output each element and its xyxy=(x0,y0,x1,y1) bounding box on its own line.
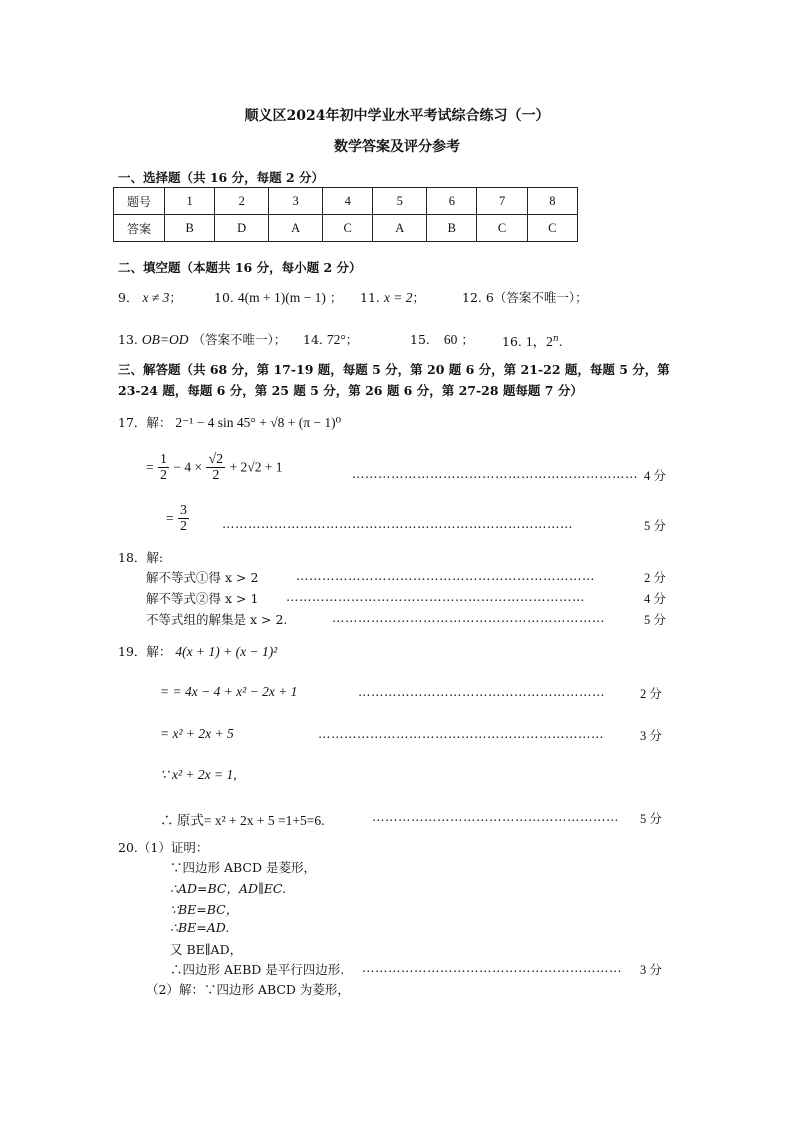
leader-dots: ……………………………………………………… xyxy=(332,610,605,625)
table-cell-number: 4 xyxy=(323,188,373,215)
leader-dots: ………………………………………………… xyxy=(372,809,619,824)
fraction-numerator: 3 xyxy=(180,503,187,518)
fraction-root2-over-2 xyxy=(206,452,225,484)
q13-number: 13. xyxy=(118,332,138,347)
q9-answer xyxy=(118,288,182,306)
equals-sign: = xyxy=(146,459,157,475)
fraction-denominator: 2 xyxy=(212,468,220,484)
q17-step1 xyxy=(146,452,283,484)
separator: ； xyxy=(461,332,474,347)
q20-part2: （2）解：∵四边形 ABCD 为菱形， xyxy=(146,982,350,997)
answer-table xyxy=(113,187,578,242)
section3-heading-line2: 23-24 题，每题 6 分，第 25 题 5 分，第 26 题 6 分，第 27-28 题每题 7 分） xyxy=(118,383,583,398)
q19-step3: ∵ x² + 2x = 1, xyxy=(160,767,237,782)
q20-line4: ∴BE=AD. xyxy=(170,920,230,935)
q11-answer xyxy=(360,288,425,306)
table-cell-number: 3 xyxy=(269,188,323,215)
section1-heading: 一、选择题（共 16 分，每题 2 分） xyxy=(118,170,325,185)
table-cell-answer: C xyxy=(527,215,577,242)
fraction-numerator: √2 xyxy=(208,452,224,467)
q20-line5: 又 BE∥AD， xyxy=(170,942,243,957)
page-subtitle: 数学答案及评分参考 xyxy=(334,139,460,155)
leader-dots: ………………………………………………… xyxy=(358,684,605,699)
leader-dots: ……………………………………………………………………… xyxy=(222,516,573,531)
q13-value: OB=OD xyxy=(141,332,189,347)
q19-problem xyxy=(118,642,277,660)
q15-answer xyxy=(410,330,474,348)
row-label-question: 题号 xyxy=(114,188,165,215)
score: 4 分 xyxy=(644,592,666,606)
q11-value: x = 2 xyxy=(383,290,413,305)
q16-value-a: 1， xyxy=(525,334,547,349)
q20-line1: ∵四边形 ABCD 是菱形， xyxy=(170,860,316,875)
table-cell-number: 2 xyxy=(215,188,269,215)
separator: ； xyxy=(169,290,182,305)
score: 4 分 xyxy=(644,469,666,483)
q18-step1: 解不等式①得 x > 2 xyxy=(146,570,259,585)
fraction-one-half xyxy=(158,452,169,484)
equals-sign: = xyxy=(166,510,177,526)
q18-step2: 解不等式②得 x > 1 xyxy=(146,591,259,606)
fraction-denominator: 2 xyxy=(180,519,187,535)
q16-answer: 16. 1，2$^n$. xyxy=(502,333,563,349)
q13-note: （答案不唯一） xyxy=(192,332,274,347)
leader-dots: …………………………………………………………… xyxy=(286,589,585,604)
score: 3 分 xyxy=(640,729,662,743)
q16-number: 16. xyxy=(502,334,522,349)
q17-expression: 2⁻¹ − 4 sin 45° + √8 + (π − 1)⁰ xyxy=(175,415,342,430)
page-title: 顺义区2024年初中学业水平考试综合练习（一） xyxy=(244,108,550,124)
q14-answer xyxy=(303,330,358,348)
score: 5 分 xyxy=(640,812,662,826)
table-cell-answer: C xyxy=(477,215,527,242)
table-cell-answer: D xyxy=(215,215,269,242)
q19-step4: ∴ 原式= x² + 2x + 5 =1+5=6. xyxy=(160,813,325,828)
score: 3 分 xyxy=(640,963,662,977)
table-cell-number: 6 xyxy=(427,188,477,215)
separator: ； xyxy=(273,332,287,347)
table-cell-answer: C xyxy=(323,215,373,242)
q15-value: 60 xyxy=(443,332,458,347)
q11-number: 11. xyxy=(360,290,380,305)
q19-expression: 4(x + 1) + (x − 1)² xyxy=(175,644,278,659)
q13-answer xyxy=(118,330,286,348)
score: 5 分 xyxy=(644,519,666,533)
separator: ； xyxy=(575,290,588,305)
fraction-denominator: 2 xyxy=(160,468,167,484)
q15-number: 15. xyxy=(410,332,430,347)
leader-dots: …………………………………………………… xyxy=(362,960,622,975)
q12-value: 6（答案不唯一） xyxy=(485,290,576,305)
table-cell-number: 7 xyxy=(477,188,527,215)
table-cell-answer: A xyxy=(373,215,427,242)
q20-line3: ∵BE=BC， xyxy=(170,902,239,917)
fraction-three-halves xyxy=(178,503,189,535)
table-cell-answer: A xyxy=(269,215,323,242)
q9-number: 9． xyxy=(118,290,139,305)
q10-number: 10. xyxy=(214,290,234,305)
q10-value: 4(m + 1)(m − 1) xyxy=(237,290,326,305)
separator: ； xyxy=(345,332,359,347)
q19-step1: = = 4x − 4 + x² − 2x + 1 xyxy=(160,684,298,699)
step-term: + 2√2 + 1 xyxy=(226,459,283,475)
q20-label: 20.（1）证明： xyxy=(118,840,209,855)
q17-step2 xyxy=(166,503,190,535)
q16-exponent: n xyxy=(552,333,559,344)
score: 2 分 xyxy=(644,571,666,585)
q14-value: 72° xyxy=(326,332,346,347)
row-label-answer: 答案 xyxy=(114,215,165,242)
separator: ； xyxy=(412,290,425,305)
leader-dots: ………………………………………………………… xyxy=(352,466,638,481)
section2-heading: 二、填空题（本题共 16 分，每小题 2 分） xyxy=(118,260,362,275)
q16-value-b: 2 xyxy=(546,334,553,349)
table-row xyxy=(114,188,578,215)
fraction-numerator: 1 xyxy=(160,452,167,467)
q20-line6: ∴四边形 AEBD 是平行四边形. xyxy=(170,962,345,977)
q20-line2: ∴AD=BC，AD∥EC. xyxy=(170,881,286,896)
q10-answer xyxy=(214,288,342,306)
q17-problem xyxy=(118,413,341,431)
q18-label: 18．解: xyxy=(118,550,164,565)
section3-heading-line1: 三、解答题（共 68 分，第 17-19 题，每题 5 分，第 20 题 6 分，第 21-22 题，每题 5 分，第 xyxy=(118,362,670,377)
q14-number: 14. xyxy=(303,332,323,347)
table-cell-number: 1 xyxy=(165,188,215,215)
step-term: − 4 × xyxy=(170,459,206,475)
table-cell-number: 5 xyxy=(373,188,427,215)
q19-label: 19．解： xyxy=(118,644,172,659)
table-row xyxy=(114,215,578,242)
table-cell-answer: B xyxy=(427,215,477,242)
q17-label: 17．解： xyxy=(118,415,172,430)
leader-dots: …………………………………………………………… xyxy=(296,568,595,583)
table-cell-answer: B xyxy=(165,215,215,242)
q18-step3: 不等式组的解集是 x > 2. xyxy=(146,612,288,627)
q9-value: x ≠ 3 xyxy=(142,290,170,305)
q12-answer xyxy=(462,288,588,306)
leader-dots: ………………………………………………………… xyxy=(318,726,604,741)
score: 2 分 xyxy=(640,687,662,701)
table-cell-number: 8 xyxy=(527,188,577,215)
separator: ； xyxy=(329,290,343,305)
score: 5 分 xyxy=(644,613,666,627)
q12-number: 12. xyxy=(462,290,482,305)
q19-step2: = x² + 2x + 5 xyxy=(160,726,234,741)
